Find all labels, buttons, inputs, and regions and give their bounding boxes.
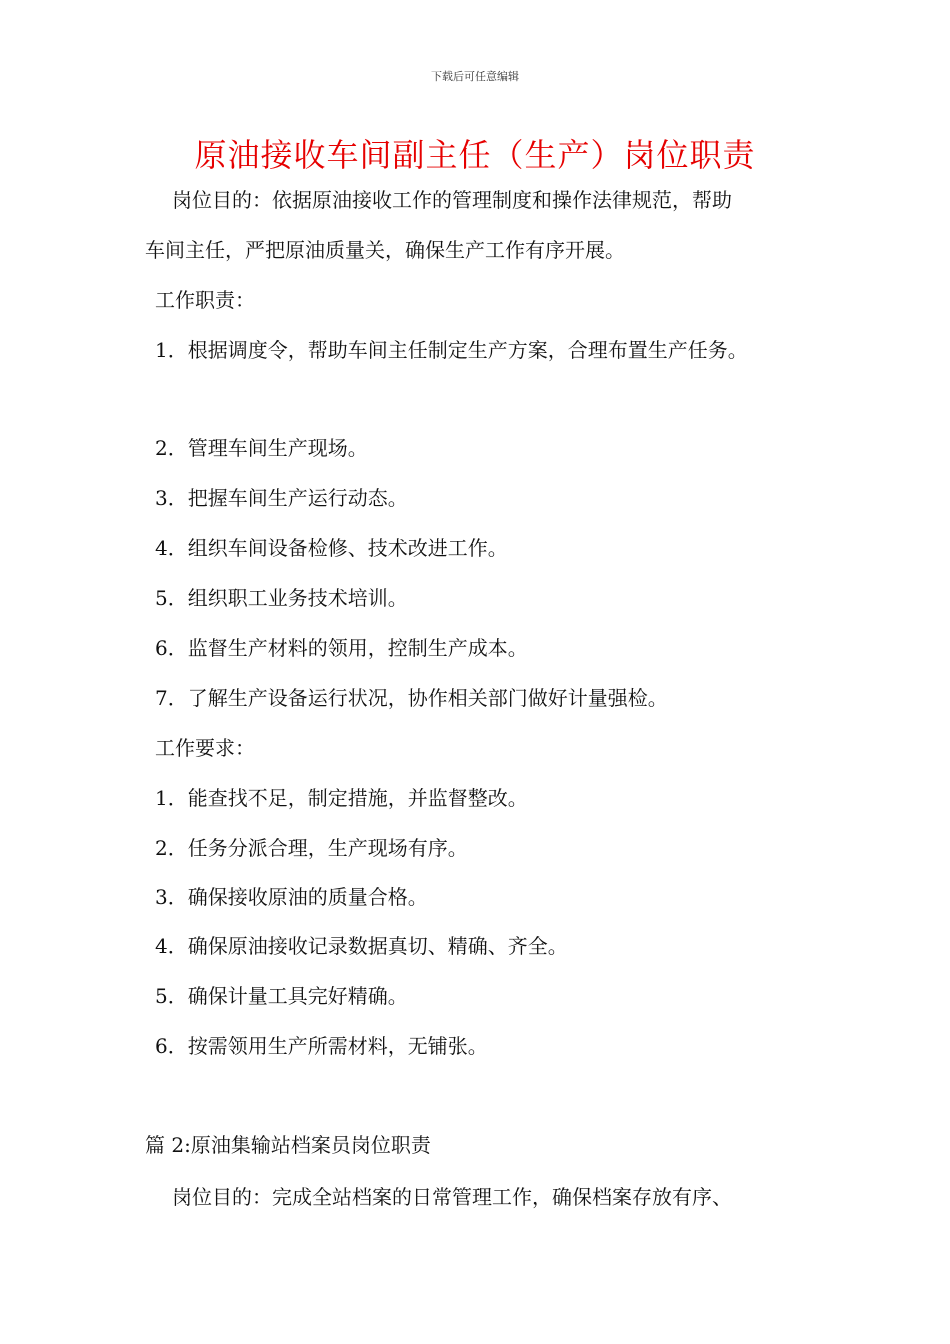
duties-heading: 工作职责：: [155, 288, 255, 312]
requirement-item-3: 3．确保接收原油的质量合格。: [155, 885, 428, 909]
purpose-line-1: 岗位目的：依据原油接收工作的管理制度和操作法律规范，帮助: [172, 188, 732, 212]
section2-purpose-line-1: 岗位目的：完成全站档案的日常管理工作，确保档案存放有序、: [172, 1185, 732, 1209]
duty-item-7: 7．了解生产设备运行状况，协作相关部门做好计量强检。: [155, 686, 668, 710]
duty-item-5: 5．组织职工业务技术培训。: [155, 586, 408, 610]
duty-item-2: 2．管理车间生产现场。: [155, 436, 368, 460]
duty-item-6: 6．监督生产材料的领用，控制生产成本。: [155, 636, 528, 660]
duty-item-1: 1．根据调度令，帮助车间主任制定生产方案，合理布置生产任务。: [155, 338, 748, 362]
requirement-item-5: 5．确保计量工具完好精确。: [155, 984, 408, 1008]
header-note: 下载后可任意编辑: [431, 70, 519, 83]
section2-title: 篇 2:原油集输站档案员岗位职责: [145, 1133, 431, 1157]
requirement-item-6: 6．按需领用生产所需材料，无铺张。: [155, 1034, 488, 1058]
duty-item-4: 4．组织车间设备检修、技术改进工作。: [155, 536, 508, 560]
requirement-item-2: 2．任务分派合理，生产现场有序。: [155, 836, 468, 860]
requirements-heading: 工作要求：: [155, 736, 255, 760]
page-title: 原油接收车间副主任（生产）岗位职责: [194, 136, 756, 174]
requirement-item-1: 1．能查找不足，制定措施，并监督整改。: [155, 786, 528, 810]
duty-item-3: 3．把握车间生产运行动态。: [155, 486, 408, 510]
purpose-line-2: 车间主任，严把原油质量关，确保生产工作有序开展。: [145, 238, 625, 262]
requirement-item-4: 4．确保原油接收记录数据真切、精确、齐全。: [155, 934, 568, 958]
